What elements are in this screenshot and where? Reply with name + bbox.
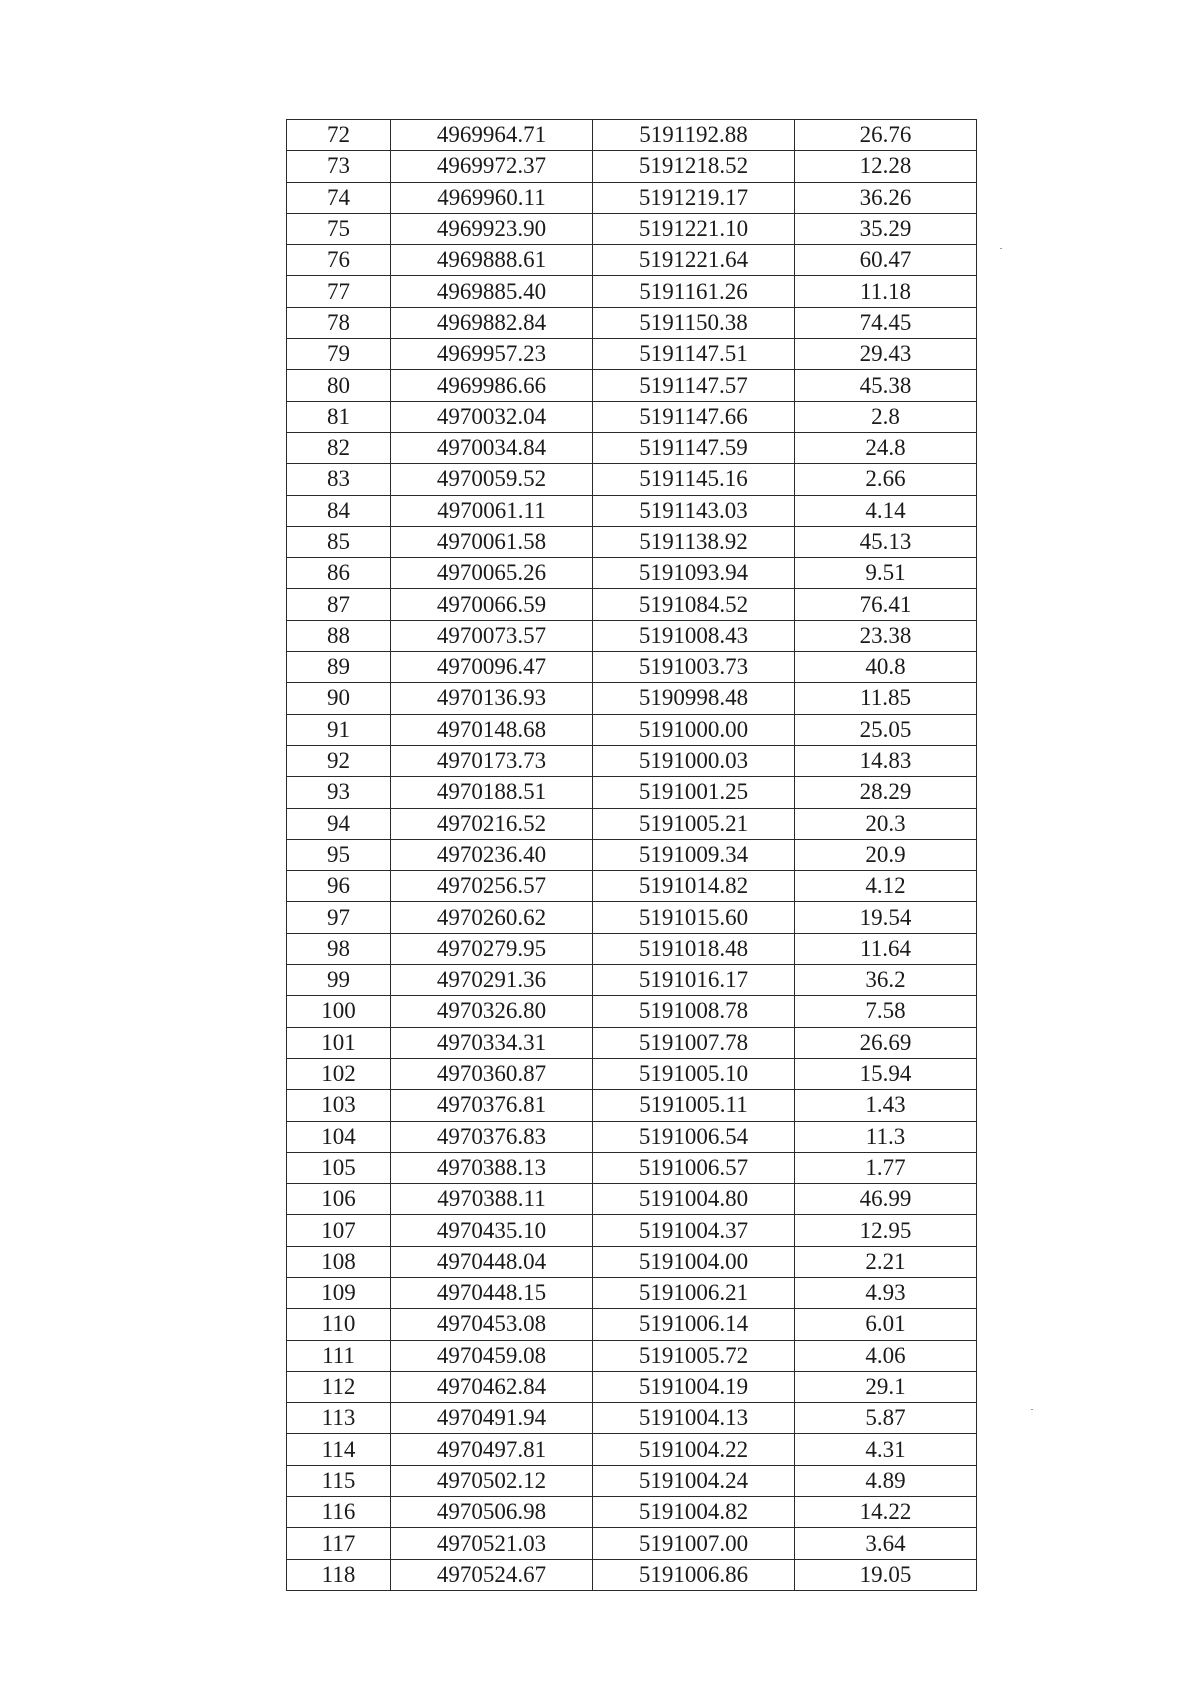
table-row — [287, 777, 977, 808]
x-coordinate-cell: 4970059.52 — [391, 464, 593, 495]
point-number-cell: 116 — [287, 1497, 391, 1528]
x-coordinate-cell: 4970497.81 — [391, 1434, 593, 1465]
distance-cell: 45.38 — [795, 370, 977, 401]
y-coordinate-cell: 5191000.00 — [593, 714, 795, 745]
point-number-cell: 86 — [287, 558, 391, 589]
distance-cell: 7.58 — [795, 996, 977, 1027]
x-coordinate-cell: 4969957.23 — [391, 339, 593, 370]
y-coordinate-cell: 5191147.59 — [593, 432, 795, 463]
point-number-cell: 109 — [287, 1277, 391, 1308]
distance-cell: 2.66 — [795, 464, 977, 495]
distance-cell: 29.43 — [795, 339, 977, 370]
x-coordinate-cell: 4970260.62 — [391, 902, 593, 933]
y-coordinate-cell: 5191221.10 — [593, 213, 795, 244]
y-coordinate-cell: 5191014.82 — [593, 871, 795, 902]
x-coordinate-cell: 4970256.57 — [391, 871, 593, 902]
point-number-cell: 89 — [287, 652, 391, 683]
y-coordinate-cell: 5191005.11 — [593, 1090, 795, 1121]
x-coordinate-cell: 4969972.37 — [391, 151, 593, 182]
point-number-cell: 104 — [287, 1121, 391, 1152]
y-coordinate-cell: 5191015.60 — [593, 902, 795, 933]
x-coordinate-cell: 4970435.10 — [391, 1215, 593, 1246]
point-number-cell: 91 — [287, 714, 391, 745]
point-number-cell: 107 — [287, 1215, 391, 1246]
distance-cell: 11.64 — [795, 933, 977, 964]
distance-cell: 3.64 — [795, 1528, 977, 1559]
point-number-cell: 78 — [287, 307, 391, 338]
table-row — [287, 652, 977, 683]
x-coordinate-cell: 4969964.71 — [391, 120, 593, 151]
distance-cell: 76.41 — [795, 589, 977, 620]
point-number-cell: 102 — [287, 1058, 391, 1089]
y-coordinate-cell: 5191084.52 — [593, 589, 795, 620]
point-number-cell: 81 — [287, 401, 391, 432]
point-number-cell: 100 — [287, 996, 391, 1027]
point-number-cell: 112 — [287, 1371, 391, 1402]
distance-cell: 20.3 — [795, 808, 977, 839]
table-row — [287, 245, 977, 276]
distance-cell: 1.43 — [795, 1090, 977, 1121]
distance-cell: 2.8 — [795, 401, 977, 432]
y-coordinate-cell: 5191004.24 — [593, 1465, 795, 1496]
point-number-cell: 94 — [287, 808, 391, 839]
table-row — [287, 683, 977, 714]
point-number-cell: 77 — [287, 276, 391, 307]
distance-cell: 60.47 — [795, 245, 977, 276]
x-coordinate-cell: 4970376.83 — [391, 1121, 593, 1152]
y-coordinate-cell: 5191006.54 — [593, 1121, 795, 1152]
table-row — [287, 213, 977, 244]
x-coordinate-cell: 4969888.61 — [391, 245, 593, 276]
y-coordinate-cell: 5191138.92 — [593, 526, 795, 557]
table-row — [287, 1215, 977, 1246]
distance-cell: 2.21 — [795, 1246, 977, 1277]
x-coordinate-cell: 4969986.66 — [391, 370, 593, 401]
y-coordinate-cell: 5191004.13 — [593, 1403, 795, 1434]
x-coordinate-cell: 4970459.08 — [391, 1340, 593, 1371]
x-coordinate-cell: 4969960.11 — [391, 182, 593, 213]
distance-cell: 4.31 — [795, 1434, 977, 1465]
x-coordinate-cell: 4970524.67 — [391, 1559, 593, 1590]
table-row — [287, 1058, 977, 1089]
distance-cell: 28.29 — [795, 777, 977, 808]
distance-cell: 36.26 — [795, 182, 977, 213]
point-number-cell: 85 — [287, 526, 391, 557]
point-number-cell: 92 — [287, 745, 391, 776]
x-coordinate-cell: 4970032.04 — [391, 401, 593, 432]
distance-cell: 4.06 — [795, 1340, 977, 1371]
point-number-cell: 82 — [287, 432, 391, 463]
distance-cell: 12.28 — [795, 151, 977, 182]
point-number-cell: 80 — [287, 370, 391, 401]
point-number-cell: 114 — [287, 1434, 391, 1465]
y-coordinate-cell: 5191006.21 — [593, 1277, 795, 1308]
x-coordinate-cell: 4970034.84 — [391, 432, 593, 463]
x-coordinate-cell: 4970360.87 — [391, 1058, 593, 1089]
distance-cell: 23.38 — [795, 620, 977, 651]
distance-cell: 15.94 — [795, 1058, 977, 1089]
table-row — [287, 1528, 977, 1559]
coordinates-table-body — [287, 120, 977, 1591]
x-coordinate-cell: 4970448.04 — [391, 1246, 593, 1277]
distance-cell: 14.83 — [795, 745, 977, 776]
point-number-cell: 79 — [287, 339, 391, 370]
y-coordinate-cell: 5191161.26 — [593, 276, 795, 307]
y-coordinate-cell: 5191219.17 — [593, 182, 795, 213]
x-coordinate-cell: 4970148.68 — [391, 714, 593, 745]
distance-cell: 4.14 — [795, 495, 977, 526]
y-coordinate-cell: 5191001.25 — [593, 777, 795, 808]
point-number-cell: 115 — [287, 1465, 391, 1496]
x-coordinate-cell: 4970096.47 — [391, 652, 593, 683]
x-coordinate-cell: 4970326.80 — [391, 996, 593, 1027]
y-coordinate-cell: 5191147.57 — [593, 370, 795, 401]
x-coordinate-cell: 4970279.95 — [391, 933, 593, 964]
point-number-cell: 76 — [287, 245, 391, 276]
point-number-cell: 111 — [287, 1340, 391, 1371]
point-number-cell: 98 — [287, 933, 391, 964]
x-coordinate-cell: 4970291.36 — [391, 965, 593, 996]
table-row — [287, 151, 977, 182]
table-row — [287, 1246, 977, 1277]
table-row — [287, 526, 977, 557]
y-coordinate-cell: 5191005.72 — [593, 1340, 795, 1371]
point-number-cell: 95 — [287, 839, 391, 870]
distance-cell: 11.18 — [795, 276, 977, 307]
x-coordinate-cell: 4970061.11 — [391, 495, 593, 526]
table-row — [287, 1277, 977, 1308]
y-coordinate-cell: 5191221.64 — [593, 245, 795, 276]
y-coordinate-cell: 5191016.17 — [593, 965, 795, 996]
x-coordinate-cell: 4970376.81 — [391, 1090, 593, 1121]
point-number-cell: 75 — [287, 213, 391, 244]
y-coordinate-cell: 5191218.52 — [593, 151, 795, 182]
x-coordinate-cell: 4970521.03 — [391, 1528, 593, 1559]
table-row — [287, 339, 977, 370]
point-number-cell: 117 — [287, 1528, 391, 1559]
distance-cell: 40.8 — [795, 652, 977, 683]
distance-cell: 6.01 — [795, 1309, 977, 1340]
x-coordinate-cell: 4970502.12 — [391, 1465, 593, 1496]
distance-cell: 4.89 — [795, 1465, 977, 1496]
point-number-cell: 99 — [287, 965, 391, 996]
table-row — [287, 1090, 977, 1121]
distance-cell: 24.8 — [795, 432, 977, 463]
y-coordinate-cell: 5191007.00 — [593, 1528, 795, 1559]
table-row — [287, 495, 977, 526]
point-number-cell: 105 — [287, 1152, 391, 1183]
x-coordinate-cell: 4969923.90 — [391, 213, 593, 244]
x-coordinate-cell: 4970448.15 — [391, 1277, 593, 1308]
y-coordinate-cell: 5191004.82 — [593, 1497, 795, 1528]
x-coordinate-cell: 4970066.59 — [391, 589, 593, 620]
table-row — [287, 1121, 977, 1152]
table-row — [287, 620, 977, 651]
y-coordinate-cell: 5191150.38 — [593, 307, 795, 338]
x-coordinate-cell: 4970462.84 — [391, 1371, 593, 1402]
distance-cell: 74.45 — [795, 307, 977, 338]
table-row — [287, 1184, 977, 1215]
y-coordinate-cell: 5191004.80 — [593, 1184, 795, 1215]
x-coordinate-cell: 4970188.51 — [391, 777, 593, 808]
distance-cell: 19.05 — [795, 1559, 977, 1590]
distance-cell: 46.99 — [795, 1184, 977, 1215]
y-coordinate-cell: 5191004.37 — [593, 1215, 795, 1246]
table-row — [287, 401, 977, 432]
x-coordinate-cell: 4969885.40 — [391, 276, 593, 307]
point-number-cell: 106 — [287, 1184, 391, 1215]
table-row — [287, 714, 977, 745]
x-coordinate-cell: 4970173.73 — [391, 745, 593, 776]
table-row — [287, 1309, 977, 1340]
distance-cell: 5.87 — [795, 1403, 977, 1434]
y-coordinate-cell: 5191147.66 — [593, 401, 795, 432]
table-row — [287, 871, 977, 902]
point-number-cell: 118 — [287, 1559, 391, 1590]
table-row — [287, 1152, 977, 1183]
x-coordinate-cell: 4970073.57 — [391, 620, 593, 651]
scan-speck — [1031, 1409, 1033, 1410]
table-row — [287, 996, 977, 1027]
distance-cell: 35.29 — [795, 213, 977, 244]
point-number-cell: 108 — [287, 1246, 391, 1277]
table-row — [287, 933, 977, 964]
table-row — [287, 1497, 977, 1528]
y-coordinate-cell: 5191006.57 — [593, 1152, 795, 1183]
distance-cell: 4.12 — [795, 871, 977, 902]
y-coordinate-cell: 5191005.10 — [593, 1058, 795, 1089]
point-number-cell: 88 — [287, 620, 391, 651]
y-coordinate-cell: 5191143.03 — [593, 495, 795, 526]
table-row — [287, 307, 977, 338]
table-row — [287, 902, 977, 933]
y-coordinate-cell: 5191018.48 — [593, 933, 795, 964]
table-row — [287, 1465, 977, 1496]
distance-cell: 26.69 — [795, 1027, 977, 1058]
y-coordinate-cell: 5191008.78 — [593, 996, 795, 1027]
point-number-cell: 73 — [287, 151, 391, 182]
y-coordinate-cell: 5191003.73 — [593, 652, 795, 683]
table-row — [287, 182, 977, 213]
distance-cell: 12.95 — [795, 1215, 977, 1246]
scan-speck — [1000, 248, 1002, 249]
coordinates-table — [286, 119, 977, 1591]
distance-cell: 36.2 — [795, 965, 977, 996]
point-number-cell: 74 — [287, 182, 391, 213]
x-coordinate-cell: 4970453.08 — [391, 1309, 593, 1340]
table-row — [287, 839, 977, 870]
x-coordinate-cell: 4970065.26 — [391, 558, 593, 589]
point-number-cell: 101 — [287, 1027, 391, 1058]
distance-cell: 26.76 — [795, 120, 977, 151]
table-row — [287, 745, 977, 776]
table-row — [287, 464, 977, 495]
point-number-cell: 93 — [287, 777, 391, 808]
x-coordinate-cell: 4970334.31 — [391, 1027, 593, 1058]
table-row — [287, 1434, 977, 1465]
table-row — [287, 965, 977, 996]
point-number-cell: 84 — [287, 495, 391, 526]
distance-cell: 19.54 — [795, 902, 977, 933]
point-number-cell: 90 — [287, 683, 391, 714]
table-row — [287, 1371, 977, 1402]
table-row — [287, 370, 977, 401]
y-coordinate-cell: 5191006.86 — [593, 1559, 795, 1590]
x-coordinate-cell: 4970388.13 — [391, 1152, 593, 1183]
distance-cell: 25.05 — [795, 714, 977, 745]
distance-cell: 14.22 — [795, 1497, 977, 1528]
y-coordinate-cell: 5191004.19 — [593, 1371, 795, 1402]
y-coordinate-cell: 5191192.88 — [593, 120, 795, 151]
table-row — [287, 1340, 977, 1371]
distance-cell: 9.51 — [795, 558, 977, 589]
y-coordinate-cell: 5191004.00 — [593, 1246, 795, 1277]
table-row — [287, 1403, 977, 1434]
y-coordinate-cell: 5191005.21 — [593, 808, 795, 839]
table-row — [287, 276, 977, 307]
distance-cell: 29.1 — [795, 1371, 977, 1402]
x-coordinate-cell: 4969882.84 — [391, 307, 593, 338]
y-coordinate-cell: 5191093.94 — [593, 558, 795, 589]
distance-cell: 20.9 — [795, 839, 977, 870]
point-number-cell: 103 — [287, 1090, 391, 1121]
table-row — [287, 1559, 977, 1590]
distance-cell: 11.85 — [795, 683, 977, 714]
x-coordinate-cell: 4970491.94 — [391, 1403, 593, 1434]
point-number-cell: 87 — [287, 589, 391, 620]
table-row — [287, 120, 977, 151]
y-coordinate-cell: 5191009.34 — [593, 839, 795, 870]
table-row — [287, 1027, 977, 1058]
y-coordinate-cell: 5191007.78 — [593, 1027, 795, 1058]
y-coordinate-cell: 5191147.51 — [593, 339, 795, 370]
point-number-cell: 110 — [287, 1309, 391, 1340]
y-coordinate-cell: 5190998.48 — [593, 683, 795, 714]
x-coordinate-cell: 4970236.40 — [391, 839, 593, 870]
x-coordinate-cell: 4970061.58 — [391, 526, 593, 557]
table-row — [287, 808, 977, 839]
x-coordinate-cell: 4970216.52 — [391, 808, 593, 839]
point-number-cell: 83 — [287, 464, 391, 495]
distance-cell: 4.93 — [795, 1277, 977, 1308]
x-coordinate-cell: 4970506.98 — [391, 1497, 593, 1528]
y-coordinate-cell: 5191008.43 — [593, 620, 795, 651]
distance-cell: 11.3 — [795, 1121, 977, 1152]
table-row — [287, 558, 977, 589]
y-coordinate-cell: 5191145.16 — [593, 464, 795, 495]
y-coordinate-cell: 5191006.14 — [593, 1309, 795, 1340]
distance-cell: 45.13 — [795, 526, 977, 557]
x-coordinate-cell: 4970136.93 — [391, 683, 593, 714]
point-number-cell: 72 — [287, 120, 391, 151]
point-number-cell: 97 — [287, 902, 391, 933]
table-row — [287, 432, 977, 463]
point-number-cell: 96 — [287, 871, 391, 902]
distance-cell: 1.77 — [795, 1152, 977, 1183]
point-number-cell: 113 — [287, 1403, 391, 1434]
y-coordinate-cell: 5191000.03 — [593, 745, 795, 776]
x-coordinate-cell: 4970388.11 — [391, 1184, 593, 1215]
y-coordinate-cell: 5191004.22 — [593, 1434, 795, 1465]
table-row — [287, 589, 977, 620]
